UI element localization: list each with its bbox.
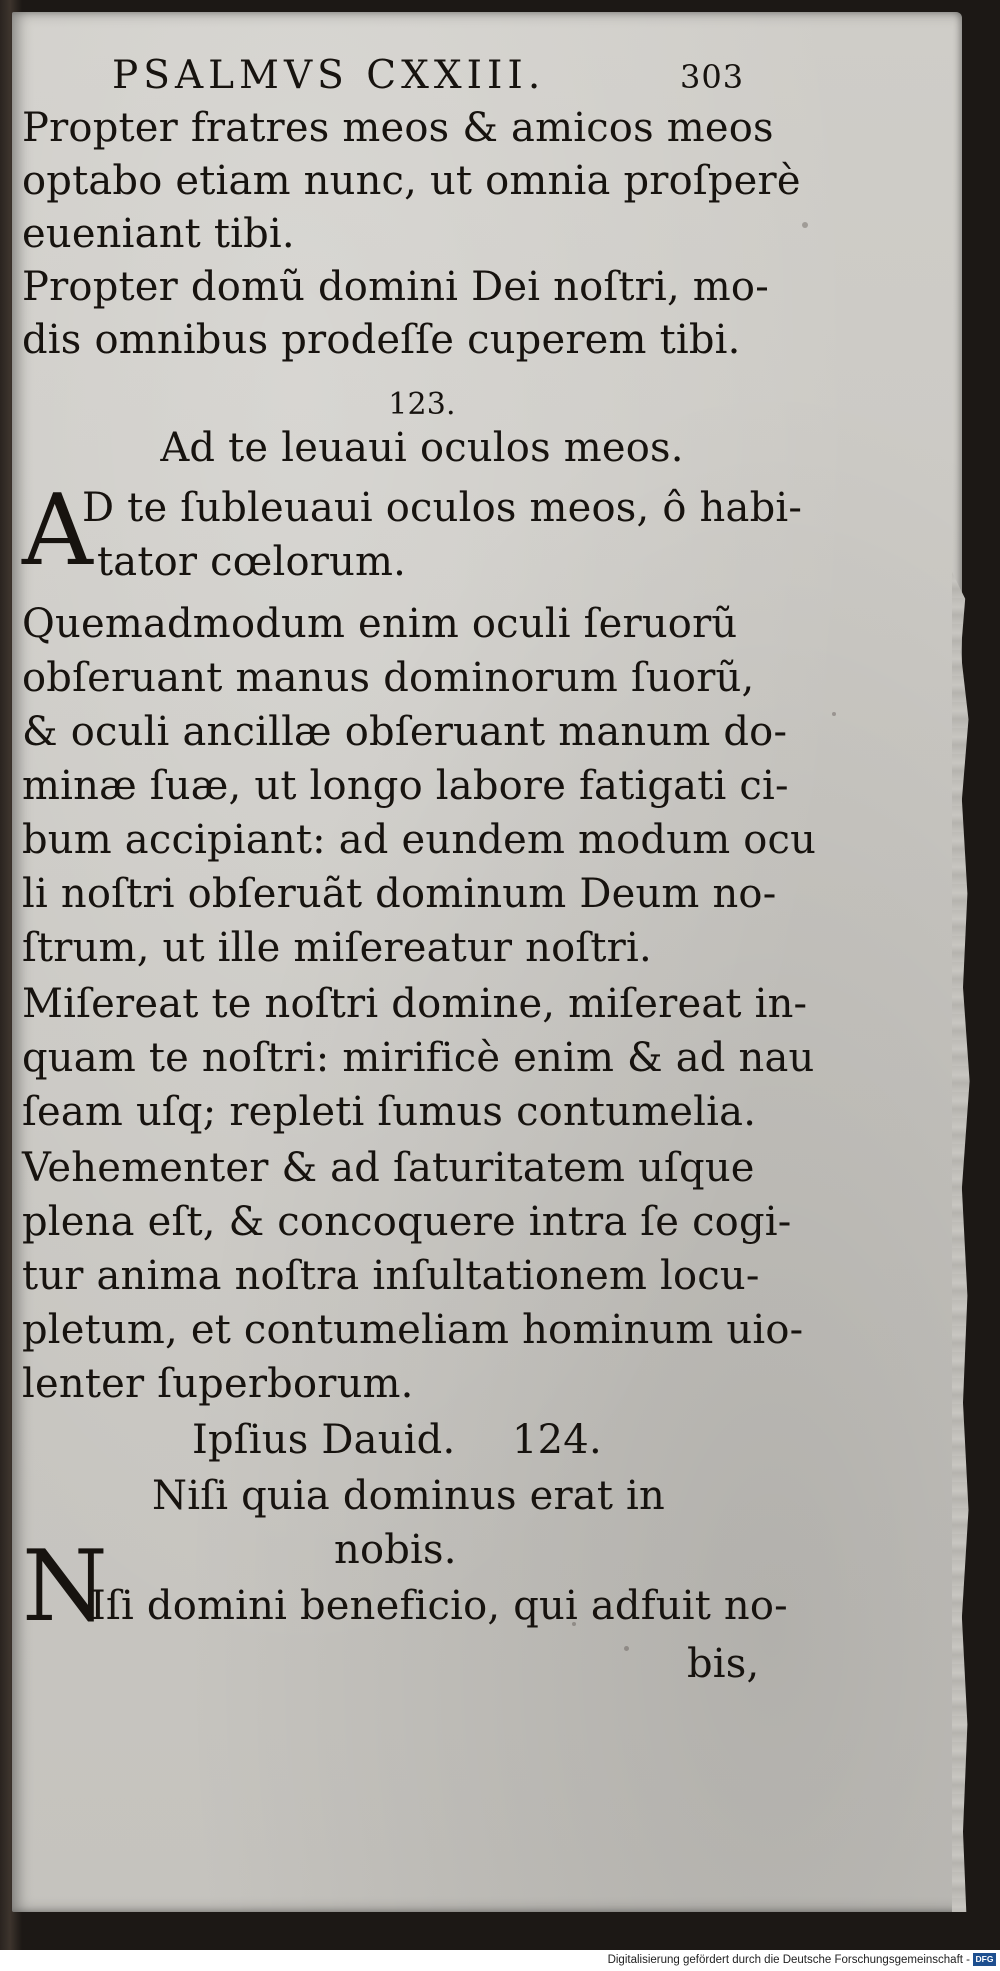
psalm-title: Niſi quia dominus erat in bbox=[152, 1473, 665, 1519]
psalm-attribution: Ipſius Dauid. bbox=[192, 1417, 456, 1463]
drop-cap-initial: A bbox=[22, 474, 93, 588]
psalm-number: 123. bbox=[388, 387, 456, 422]
verse-line: Miſereat te noſtri domine, miſereat in- bbox=[22, 981, 808, 1027]
verse-line: optabo etiam nunc, ut omnia proſperè bbox=[22, 158, 801, 204]
psalm-title-continued: nobis. bbox=[334, 1527, 457, 1573]
verse-line: Propter fratres meos & amicos meos bbox=[22, 105, 774, 151]
ink-blemish bbox=[624, 1646, 629, 1651]
verse-line: obſeruant manus dominorum ſuorũ, bbox=[22, 655, 755, 701]
book-page bbox=[12, 12, 962, 1912]
verse-line: tator cœlorum. bbox=[97, 539, 407, 585]
verse-line: Vehementer & ad ſaturitatem uſque bbox=[22, 1145, 755, 1191]
funding-credit: Digitalisierung gefördert durch die Deutsche Forschungsgemeinschaft - bbox=[607, 1954, 970, 1966]
verse-line: Iſi domini beneficio, qui adfuit no- bbox=[90, 1583, 788, 1629]
psalm-number: 124. bbox=[512, 1417, 602, 1463]
verse-line: pletum, et contumeliam hominum uio- bbox=[22, 1307, 804, 1353]
verse-line: minæ ſuæ, ut longo labore fatigati ci- bbox=[22, 763, 789, 809]
drop-cap-initial: N bbox=[22, 1530, 108, 1644]
dfg-logo-icon: DFG bbox=[973, 1953, 996, 1966]
verse-line: D te ſubleuaui oculos meos, ô habi- bbox=[82, 485, 803, 531]
verse-line: plena eſt, & concoquere intra ſe cogi- bbox=[22, 1199, 792, 1245]
catchword: bis, bbox=[687, 1641, 760, 1687]
verse-line: tur anima noſtra inſultationem locu- bbox=[22, 1253, 760, 1299]
verse-line: li noſtri obſeruãt dominum Deum no- bbox=[22, 871, 777, 917]
psalm-title: Ad te leuaui oculos meos. bbox=[160, 425, 684, 471]
verse-line: dis omnibus prodeſſe cuperem tibi. bbox=[22, 317, 741, 363]
verse-line: eueniant tibi. bbox=[22, 211, 295, 257]
verse-line: quam te noſtri: mirificè enim & ad nau bbox=[22, 1035, 815, 1081]
running-head: PSALMVS CXXIII. bbox=[112, 53, 546, 98]
folio-number: 303 bbox=[680, 58, 745, 96]
verse-line: ſtrum, ut ille miſereatur noſtri. bbox=[22, 925, 652, 971]
verse-line: & oculi ancillæ obſeruant manum do- bbox=[22, 709, 788, 755]
verse-line: Propter domũ domini Dei noſtri, mo- bbox=[22, 264, 769, 310]
verse-line: ſeam uſq; repleti ſumus contumelia. bbox=[22, 1089, 757, 1135]
verse-line: lenter ſuperborum. bbox=[22, 1361, 414, 1407]
verse-line: bum accipiant: ad eundem modum ocu bbox=[22, 817, 817, 863]
verse-line: Quemadmodum enim oculi ſeruorũ bbox=[22, 601, 738, 647]
